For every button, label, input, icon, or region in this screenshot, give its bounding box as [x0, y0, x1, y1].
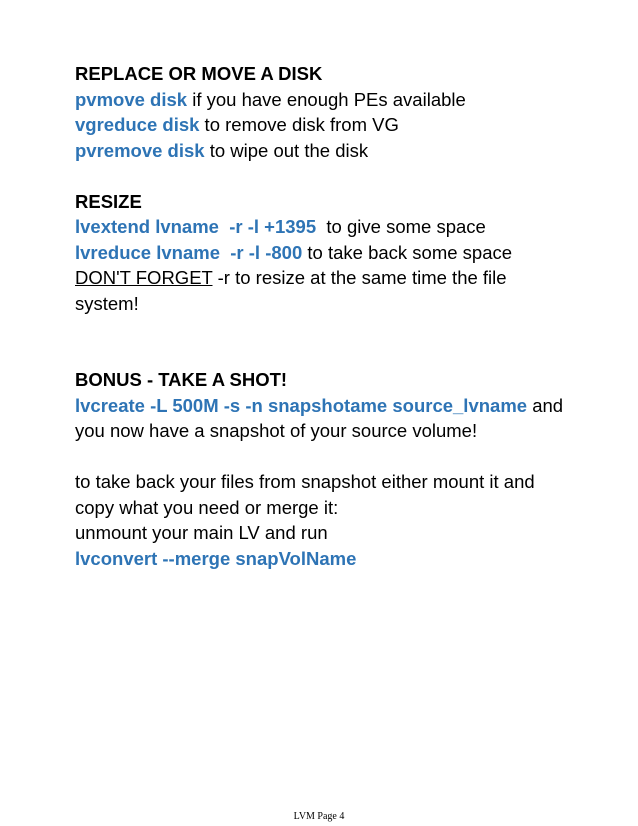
lvconvert-command: lvconvert --merge snapVolName — [75, 547, 357, 569]
heading-bonus: BONUS - TAKE A SHOT! — [75, 369, 288, 390]
spacer — [75, 316, 620, 367]
section-resize — [75, 189, 620, 215]
section-replace-disk — [75, 61, 620, 87]
page-footer: LVM Page 4 — [293, 811, 345, 822]
lvconvert-line — [75, 546, 620, 572]
pvmove-command: pvmove disk — [75, 88, 188, 110]
dont-forget-label: DON'T FORGET — [75, 267, 213, 288]
lvreduce-command: lvreduce lvname -r -l -800 — [75, 241, 303, 263]
lvextend-command: lvextend lvname -r -l +1395 — [75, 216, 317, 237]
lvextend-description: to give some space — [316, 216, 486, 237]
spacer — [75, 163, 620, 189]
vgreduce-command: vgreduce disk — [75, 114, 200, 135]
pvmove-description: if you have enough PEs available — [187, 88, 466, 110]
heading-resize: RESIZE — [75, 190, 142, 212]
vgreduce-line — [75, 112, 620, 138]
pvmove-line — [75, 87, 620, 113]
lvcreate-description: and you now have a snapshot of your source volume! — [75, 394, 564, 441]
resize-warning — [75, 265, 525, 316]
unmount-line: unmount your main LV and run — [75, 522, 328, 543]
lvreduce-line — [75, 240, 620, 266]
page-content — [75, 61, 620, 571]
lvreduce-description: to take back some space — [302, 241, 513, 263]
lvextend-line — [75, 214, 620, 240]
heading-replace-disk: REPLACE OR MOVE A DISK — [75, 63, 323, 84]
pvremove-description: to wipe out the disk — [204, 139, 369, 161]
section-bonus — [75, 367, 620, 393]
restore-paragraph: to take back your files from snapshot either mount it and copy what you need or merge it: — [75, 471, 535, 518]
lvcreate-paragraph — [75, 393, 565, 444]
pvremove-command: pvremove disk — [75, 139, 205, 161]
resize-warning-text: -r to resize at the same time the file system! — [75, 267, 507, 314]
lvcreate-command: lvcreate -L 500M -s -n snapshotame source_lvname — [75, 394, 528, 416]
vgreduce-description: to remove disk from VG — [199, 114, 399, 135]
spacer — [75, 444, 620, 470]
pvremove-line — [75, 138, 620, 164]
